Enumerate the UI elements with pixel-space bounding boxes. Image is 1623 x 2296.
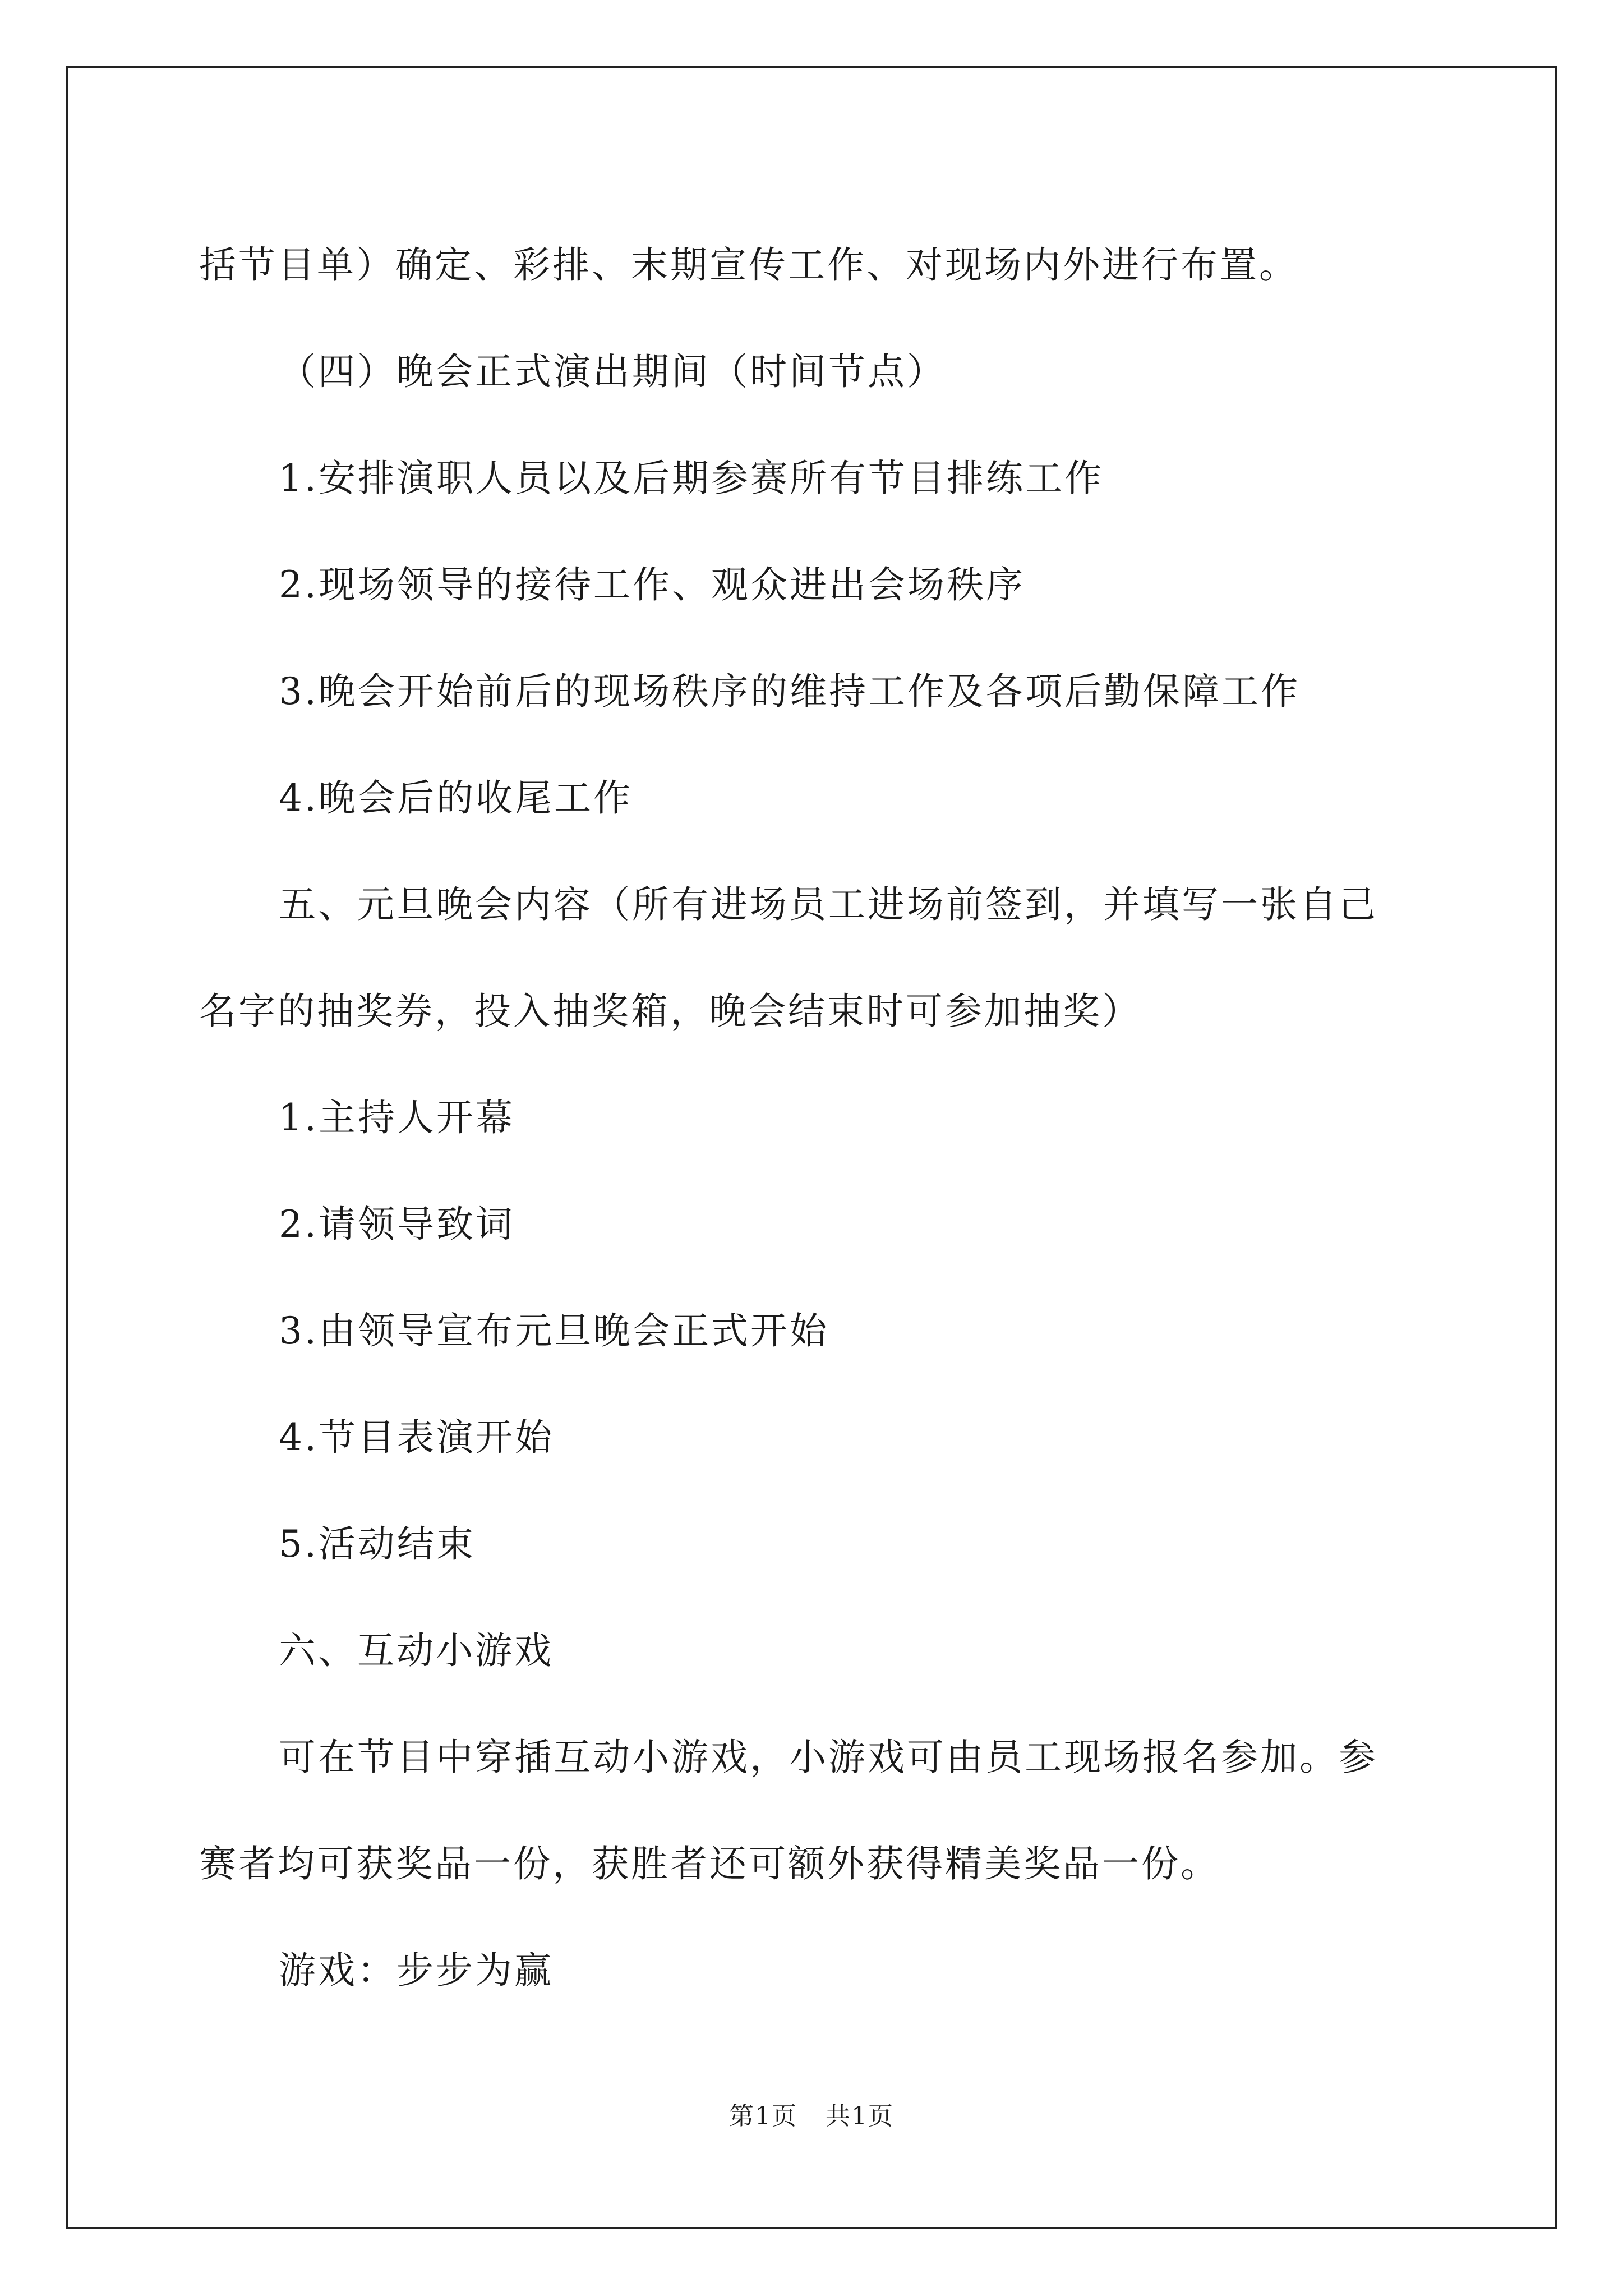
section-paragraph xyxy=(199,852,1455,1065)
page-total: 共1页 xyxy=(826,2102,894,2131)
list-item: 1.安排演职人员以及后期参赛所有节目排练工作 xyxy=(279,457,1104,500)
body-paragraph xyxy=(199,1704,1455,1917)
page-number: 第1页 xyxy=(729,2102,797,2131)
list-item: 4.晚会后的收尾工作 xyxy=(279,776,633,820)
paragraph-line: 括节目单）确定、彩排、末期宣传工作、对现场内外进行布置。 xyxy=(199,243,1298,287)
list-item: 3.由领导宣布元旦晚会正式开始 xyxy=(279,1309,829,1352)
document-body xyxy=(199,212,1455,2024)
paragraph-line: 可在节目中穿插互动小游戏，小游戏可由员工现场报名参加。参 xyxy=(279,1736,1378,1779)
list-item: 1.主持人开幕 xyxy=(279,1096,515,1139)
paragraph-line: 名字的抽奖券，投入抽奖箱，晚会结束时可参加抽奖） xyxy=(199,990,1141,1033)
list-item: 3.晚会开始前后的现场秩序的维持工作及各项后勤保障工作 xyxy=(279,670,1300,713)
list-item: 4.节目表演开始 xyxy=(279,1416,554,1459)
page-footer xyxy=(0,2100,1623,2133)
section-heading: 六、互动小游戏 xyxy=(279,1629,554,1672)
paragraph-line: 五、元旦晚会内容（所有进场员工进场前签到，并填写一张自己 xyxy=(279,883,1378,926)
list-item: 2.现场领导的接待工作、观众进出会场秩序 xyxy=(279,563,1025,606)
paragraph-line: 赛者均可获奖品一份，获胜者还可额外获得精美奖品一份。 xyxy=(199,1842,1220,1885)
list-item: 5.活动结束 xyxy=(279,1522,476,1566)
section-heading: （四）晚会正式演出期间（时间节点） xyxy=(279,350,946,393)
game-title: 游戏：步步为赢 xyxy=(279,1949,554,1992)
list-item: 2.请领导致词 xyxy=(279,1203,515,1246)
